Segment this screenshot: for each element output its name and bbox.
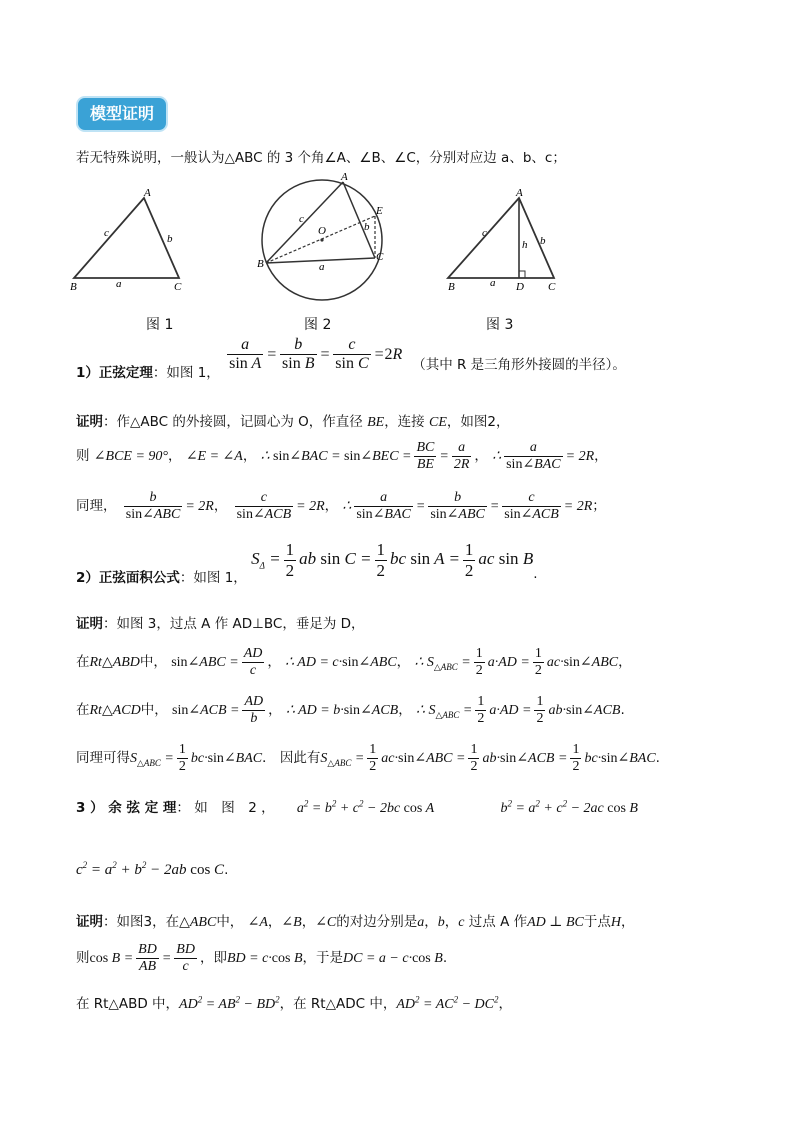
fig3-label-B: B: [448, 281, 455, 293]
fig1-caption: 图 1: [146, 317, 174, 333]
fig2-label-b: b: [364, 221, 370, 233]
area-formula: $S_\Delta$ = $\frac{1}{2}$ ab sin C = $\frac{1}{2}$ bc sin A = $\frac{1}{2}$ ac sin B: [251, 540, 534, 580]
figure-2: [255, 170, 395, 310]
figure-3: [442, 186, 572, 296]
proof2-line2: 在Rt△ABD中， sin∠ABC = $\frac{AD}{c}$ ， ∴ AD = c·sin∠ABC， ∴ $S_{\triangle ABC}$ = $\frac{1}{2}$ a·AD = $\frac{1}{2}$ ac·sin∠ABC，: [76, 646, 632, 679]
fig2-label-c: c: [299, 213, 304, 225]
intro-text: 若无特殊说明，一般认为△ABC 的 3 个角∠A、∠B、∠C，分别对应边 a、b、c；: [76, 150, 566, 166]
fig1-label-c: c: [104, 227, 109, 239]
section-badge: 模型证明: [78, 98, 166, 130]
sine-rule-title: 1）正弦定理: [76, 364, 153, 381]
fig2-label-A: A: [341, 171, 348, 183]
sine-rule-line: [76, 336, 626, 381]
fig2-label-a: a: [319, 261, 325, 273]
proof2-line1: [76, 612, 365, 632]
area-formula-line: 2）正弦面积公式：如图 1， $S_\Delta$ = $\frac{1}{2}$ ab sin C = $\frac{1}{2}$ bc sin A = $\frac{1}{2}$ ac sin B.: [76, 540, 538, 586]
proof1-likewise: 同理，: [76, 497, 117, 514]
proof1-line3: 同理， $\frac{b}{\text{sin∠ABC}}$ = 2R， $\frac{c}{\text{sin∠ACB}}$ = 2R， ∴ $\frac{a}{\text{sin∠BAC}}$ = $\frac{b}{\text{sin∠ABC}}$ = $\frac{c}{\text{sin∠ACB}}$ = 2R；: [76, 490, 606, 523]
fig1-label-B: B: [70, 281, 77, 293]
fig3-label-C: C: [548, 281, 556, 293]
area-formula-lead: ：如图 1，: [179, 569, 247, 586]
sine-rule-note: （其中 R 是三角形外接圆的半径）。: [412, 356, 626, 373]
proof1-then: 则: [76, 447, 90, 464]
fig1-label-b: b: [167, 233, 173, 245]
proof1-line2: 则 ∠BCE = 90°， ∠E = ∠A， ∴ sin∠BAC = sin∠BEC = $\frac{BC}{BE}$ = $\frac{a}{2R}$ ， ∴ $\frac{a}{\text{sin∠BAC}}$ = 2R，: [76, 440, 608, 473]
cosine-formula-b: $b^2 = a^2 + c^2 - 2ac$ cos B: [500, 798, 638, 816]
proof3-line2: 则cos B = $\frac{BD}{AB}$ = $\frac{BD}{c}$ ，即BD = c·cos B，于是DC = a − c·cos B.: [76, 942, 448, 975]
fig1-label-C: C: [174, 281, 182, 293]
proof3-line3: 在 Rt△ABD 中，$AD^2 = AB^2 - BD^2$，在 Rt△ADC 中，$AD^2 = AC^2 - DC^2$，: [76, 994, 512, 1012]
fig3-label-b: b: [540, 235, 546, 247]
cosine-formula-c-line: $c^2 = a^2 + b^2 - 2ab$ cos C.: [76, 860, 229, 878]
cosine-rule-lead: ： 如 图 2 ，: [176, 800, 275, 816]
proof2-label: 证明: [76, 616, 103, 632]
area-formula-title: 2）正弦面积公式: [76, 569, 180, 586]
fig2-caption: 图 2: [304, 317, 332, 333]
proof1-label: 证明: [76, 414, 103, 430]
proof2-text1: ：如图 3，过点 A 作 AD⊥BC，垂足为 D，: [103, 616, 365, 632]
cosine-formula-a: $a^2 = b^2 + c^2 - 2bc$ cos A: [296, 798, 435, 816]
sine-rule-formula: $\frac{a}{\text{sin A}}$ = $\frac{b}{\text{sin B}}$ = $\frac{c}{\text{sin C}}$ =2R: [229, 336, 407, 373]
fig3-label-A: A: [516, 187, 523, 199]
fig3-caption: 图 3: [486, 317, 514, 333]
fig3-label-D: D: [516, 281, 524, 293]
proof3-line1: 证明：如图3，在△ABC中， ∠A，∠B，∠C的对边分别是a，b，c 过点 A 作AD ⊥ BC于点H，: [76, 914, 635, 930]
proof1-text2: ，连接: [384, 414, 425, 430]
fig3-label-c: c: [482, 227, 487, 239]
proof3-label: 证明: [76, 914, 103, 930]
proof2-line4: 同理可得$S_{\triangle ABC}$ = $\frac{1}{2}$ bc·sin∠BAC． 因此有$S_{\triangle ABC}$ = $\frac{1}{2}$ ac·sin∠ABC = $\frac{1}{2}$ ab·sin∠ACB = $\frac{1}{2}$ bc·sin∠BAC.: [76, 742, 660, 775]
fig3-label-h: h: [522, 239, 528, 251]
sine-rule-lead: ：如图 1，: [152, 364, 220, 381]
fig1-label-A: A: [144, 187, 151, 199]
proof2-line3: 在Rt△ACD中， sin∠ACB = $\frac{AD}{b}$ ， ∴ AD = b·sin∠ACB， ∴ $S_{\triangle ABC}$ = $\frac{1}{2}$ a·AD = $\frac{1}{2}$ ab·sin∠ACB.: [76, 694, 625, 727]
figure-1: [66, 186, 196, 296]
fig3-label-a: a: [490, 277, 496, 289]
cosine-rule-line: [76, 796, 638, 817]
proof1-text1: ：作△ABC 的外接圆，记圆心为 O，作直径: [103, 414, 363, 430]
cosine-rule-title: 3 ） 余 弦 定 理: [76, 800, 177, 816]
proof1-text3: ，如图2，: [446, 414, 510, 430]
cosine-formula-c: $c^2 = a^2 + b^2 - 2ab$ cos C: [76, 860, 225, 878]
fig1-label-a: a: [116, 278, 122, 290]
fig2-label-C: C: [376, 251, 384, 263]
fig2-label-B: B: [257, 258, 264, 270]
fig2-label-E: E: [376, 205, 383, 217]
proof1-line1: 证明：作△ABC 的外接圆，记圆心为 O，作直径 BE，连接 CE，如图2，: [76, 414, 510, 430]
fig2-label-O: O: [318, 225, 326, 237]
